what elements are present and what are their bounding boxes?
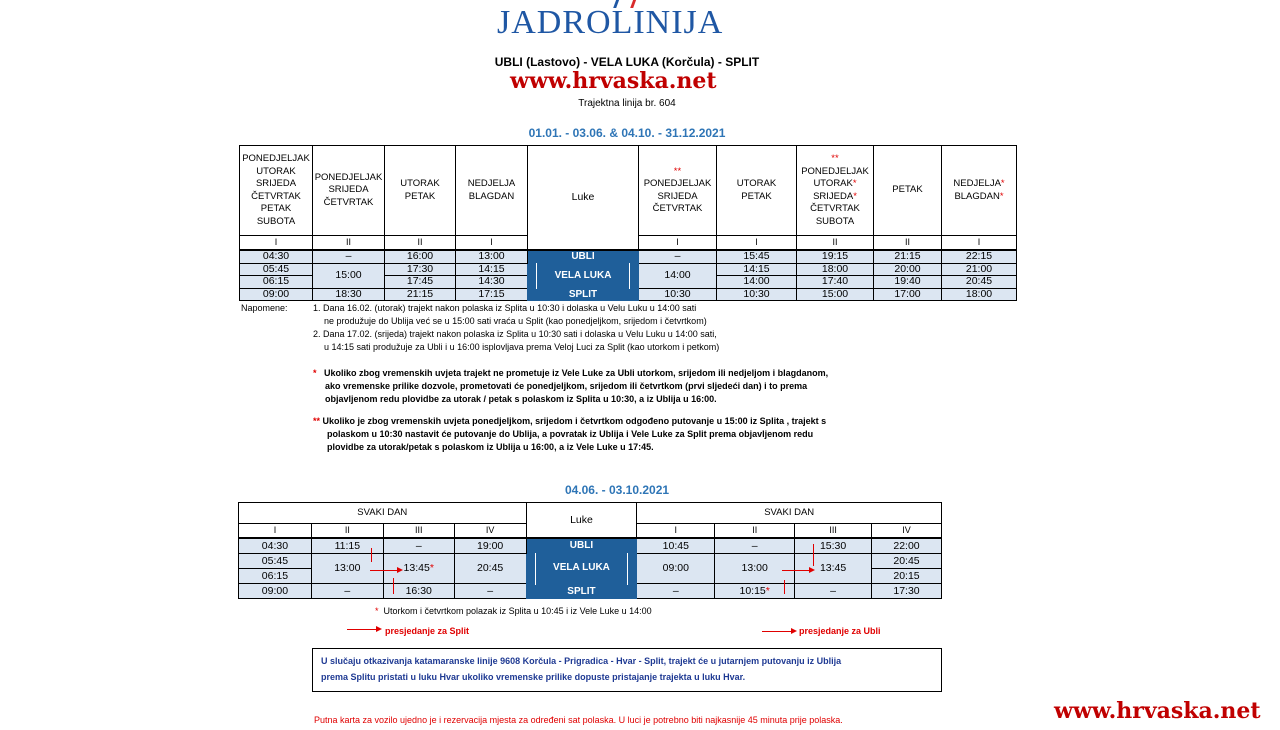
legend-transfer-ubli: presjedanje za Ubli bbox=[799, 626, 881, 636]
header-days-c2: PONEDJELJAK SRIJEDA ČETVRTAK bbox=[313, 146, 385, 236]
timetable-summer bbox=[238, 502, 942, 599]
note-1: 1. Dana 16.02. (utorak) trajekt nakon polaska iz Splita u 10:30 i dolaska u Velu Luku u 14:00 sati ne produžuje do Ublija već se u 15:00 sati vraća u Split (kao ponedjeljkom, srijedom i četvrtkom) 2. Dana 17.02. (srijeda) trajekt nakon polaska iz Splita u 10:30 sati i dolaska u Velu Luku u 14:00 sati, u 14:15 sati produžuje za Ubli i u 16:00 isplovljava prema Veloj Luci za Split (kao utorkom i petkom) bbox=[313, 303, 720, 352]
logo-mark-icon bbox=[613, 0, 637, 8]
period-title-1: 01.01. - 03.06. & 04.10. - 31.12.2021 bbox=[528, 126, 726, 140]
table-row: 09:00 18:30 21:15 17:15 10:30 10:30 15:00 17:00 18:00 bbox=[240, 288, 1017, 301]
port-ubli: UBLI bbox=[569, 540, 594, 551]
up-arrow-icon bbox=[627, 553, 628, 585]
header-luke: Luke bbox=[528, 146, 639, 251]
ports-cell bbox=[526, 538, 637, 599]
period-title-2: 04.06. - 03.10.2021 bbox=[564, 483, 670, 497]
header-days-c8: ** PONEDJELJAK UTORAK* SRIJEDA* ČETVRTAK SUBOTA bbox=[797, 146, 874, 236]
ports-cell bbox=[528, 250, 639, 301]
header-days-c1: PONEDJELJAK UTORAK SRIJEDA ČETVRTAK PETAK SUBOTA bbox=[240, 146, 313, 236]
table-row: 04:30 – 16:00 13:00 UBLI VELA LUKA SPLIT – 15:45 19:15 21:15 22:15 bbox=[240, 250, 1017, 263]
voyage-number-row: I II II I I I II II I bbox=[240, 236, 1017, 251]
table-row: 06:15 20:15 bbox=[239, 569, 942, 584]
header-days-c7: UTORAK PETAK bbox=[717, 146, 797, 236]
transfer-down-arrow-icon bbox=[371, 548, 372, 562]
watermark-top: www.hrvaska.net bbox=[510, 68, 717, 94]
timetable-winter bbox=[239, 145, 1017, 301]
bottom-note: Putna karta za vozilo ujedno je i rezervacija mjesta za određeni sat polaska. U luci je potrebno biti najkasnije 45 minuta prije polaska. bbox=[314, 715, 843, 725]
header-row bbox=[240, 146, 1017, 236]
header-row bbox=[239, 503, 942, 524]
header-svaki-dan-right: SVAKI DAN bbox=[637, 503, 942, 524]
notes-label: Napomene: bbox=[241, 303, 288, 313]
transfer-up-arrow-icon-2 bbox=[784, 580, 785, 594]
legend-arrow-split-icon bbox=[347, 629, 377, 630]
route-title: UBLI (Lastovo) - VELA LUKA (Korčula) - SPLIT bbox=[494, 55, 760, 69]
table-row: 05:45 13:00 13:45* 20:45 09:00 13:00 13:45 20:45 bbox=[239, 554, 942, 569]
transfer-down-arrow-icon-2 bbox=[393, 578, 394, 594]
port-split: SPLIT bbox=[567, 586, 596, 597]
table-row: 05:45 15:00 17:30 14:15 14:00 14:15 18:00 20:00 21:00 bbox=[240, 263, 1017, 276]
port-vela-luka: VELA LUKA bbox=[553, 562, 610, 573]
table-row: 04:30 11:15 – 19:00 UBLI VELA LUKA SPLIT 10:45 – 15:30 22:00 bbox=[239, 538, 942, 554]
legend-transfer-split: presjedanje za Split bbox=[385, 626, 470, 636]
down-arrow-icon bbox=[536, 263, 537, 289]
down-arrow-icon bbox=[535, 553, 536, 585]
footnote: * Utorkom i četvrtkom polazak iz Splita u 10:45 i iz Vele Luke u 14:00 bbox=[375, 606, 652, 616]
transfer-right-arrow-icon-2 bbox=[782, 570, 810, 571]
transfer-right-arrow-icon bbox=[370, 570, 398, 571]
company-logo: JADROLINIJA bbox=[497, 4, 723, 42]
port-vela-luka: VELA LUKA bbox=[554, 270, 612, 281]
transfer-up-arrow-icon bbox=[813, 544, 814, 566]
header-days-c3: UTORAK PETAK bbox=[385, 146, 456, 236]
special-note-1: * Ukoliko zbog vremenskih uvjeta trajekt ne prometuje iz Vele Luke za Ubli utorkom, srijedom ili nedjeljom i blagdanom, ako vremenske prilike dozvole, prometovati će ponedjeljkom, srijedom ili četvrtkom (prvi sljedeći dan) i to prema objavljenom redu plovidbe za utorak / petak s polaskom iz Splita u 10:30, a iz Ublija u 16:00. bbox=[313, 368, 829, 404]
header-days-c9: PETAK bbox=[874, 146, 942, 236]
port-ubli: UBLI bbox=[571, 251, 595, 262]
header-days-c10: NEDJELJA* BLAGDAN* bbox=[942, 146, 1017, 236]
header-days-c4: NEDJELJA BLAGDAN bbox=[456, 146, 528, 236]
up-arrow-icon bbox=[629, 263, 630, 289]
table-row: 09:00 – 16:30 – – 10:15* – 17:30 bbox=[239, 584, 942, 599]
voyage-number-row: I II III IV I II III IV bbox=[239, 524, 942, 539]
header-days-c6: ** PONEDJELJAK SRIJEDA ČETVRTAK bbox=[639, 146, 717, 236]
legend-arrow-ubli-icon bbox=[762, 631, 792, 632]
port-split: SPLIT bbox=[568, 289, 598, 300]
line-number: Trajektna linija br. 604 bbox=[578, 98, 676, 109]
table-row: 06:15 17:45 14:30 14:00 17:40 19:40 20:45 bbox=[240, 276, 1017, 289]
info-box: U slučaju otkazivanja katamaranske linije 9608 Korčula - Prigradica - Hvar - Split, trajekt će u jutarnjem putovanju iz Ublija prema Splitu pristati u luku Hvar ukoliko vremenske prilike dopuste pristajanje trajekta u luku Hvar. bbox=[312, 648, 942, 692]
watermark-bottom: www.hrvaska.net bbox=[1054, 698, 1261, 724]
special-note-2: ** Ukoliko je zbog vremenskih uvjeta ponedjeljkom, srijedom i četvrtkom odgođeno putovanje u 15:00 iz Splita , trajekt s polaskom u 10:30 nastavit će putovanje do Ublija, a povratak iz Ublija i Vele Luke za Split prema objavljenom redu plovidbe za utorak/petak s polaskom iz Ublija u 16:00, a iz Vele Luke u 17:45. bbox=[313, 416, 827, 452]
header-luke: Luke bbox=[526, 503, 637, 539]
header-svaki-dan-left: SVAKI DAN bbox=[239, 503, 527, 524]
